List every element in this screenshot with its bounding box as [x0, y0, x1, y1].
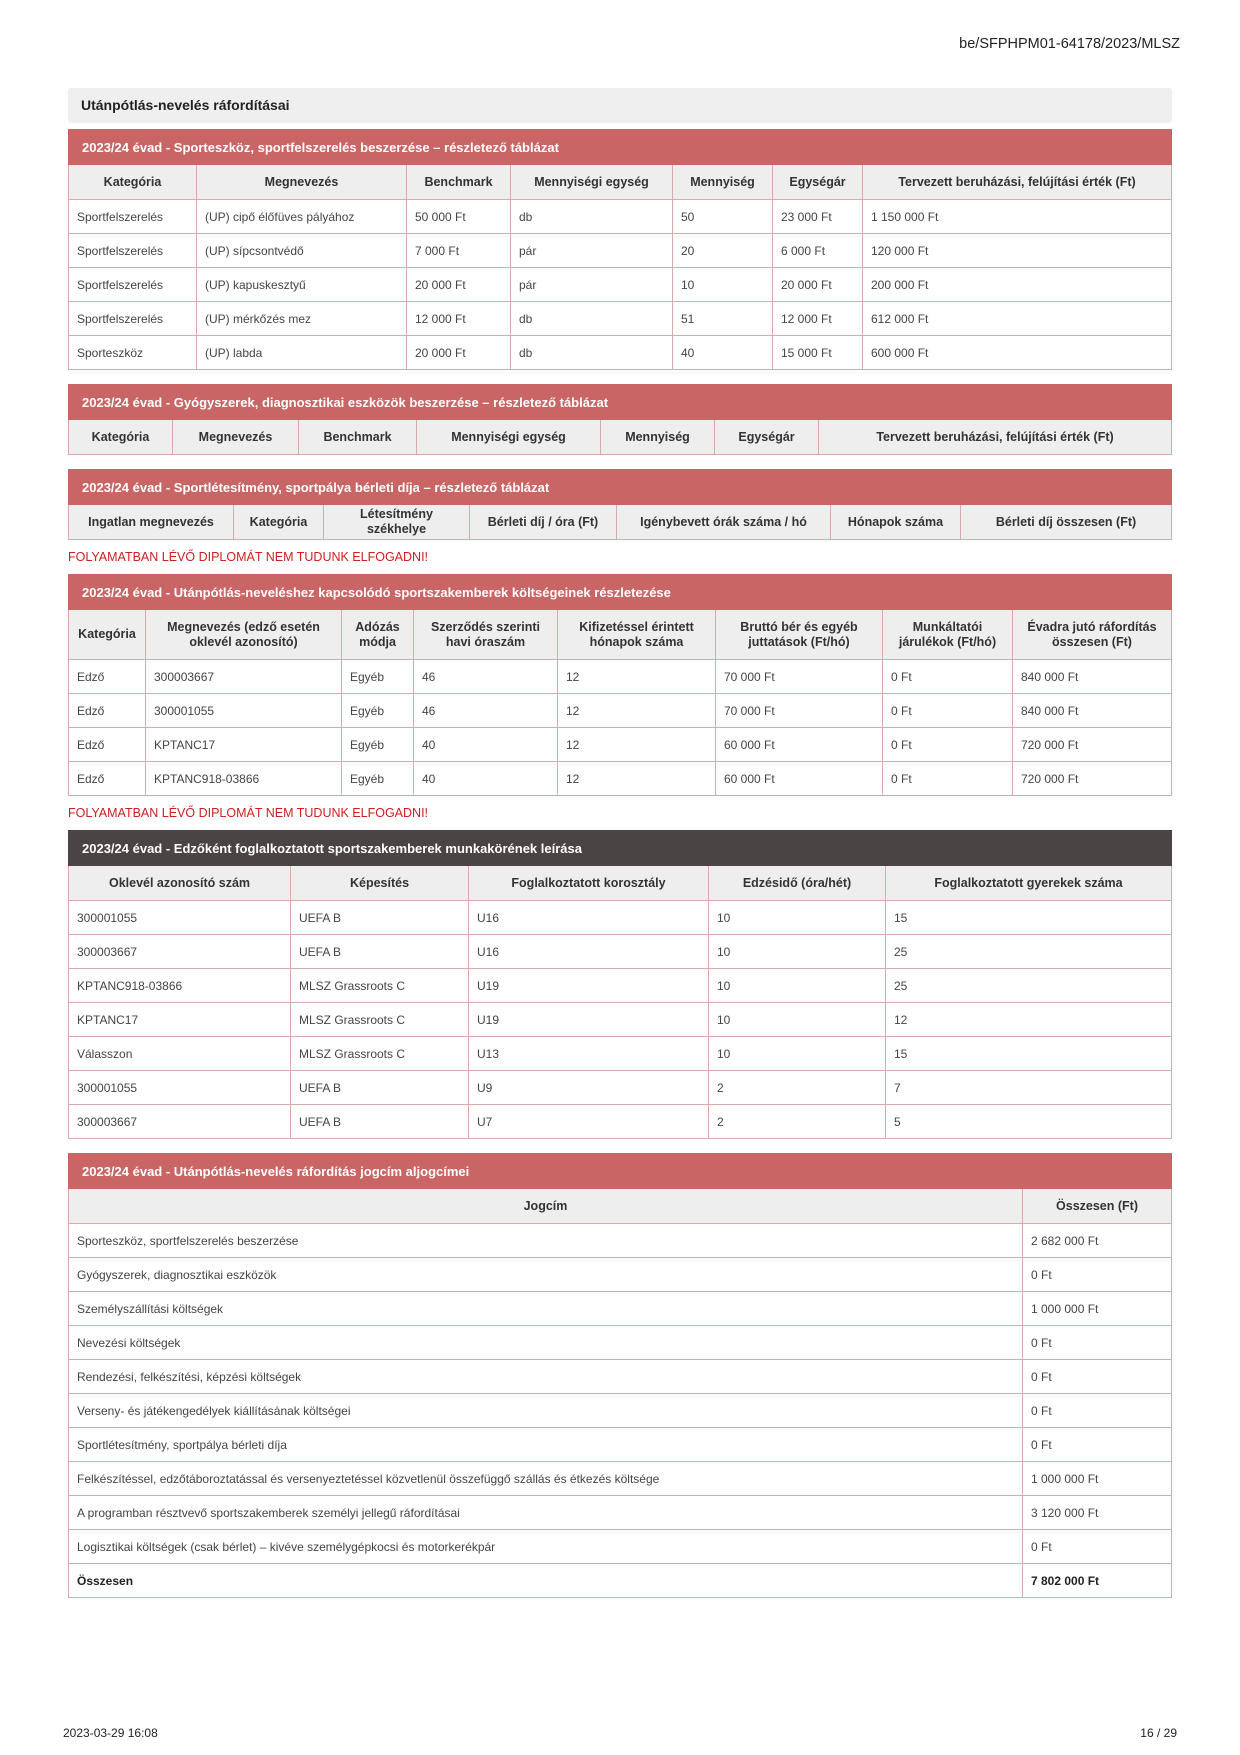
table-row [69, 1003, 1172, 1037]
column-header: Megnevezés [173, 420, 299, 455]
table-row [69, 660, 1172, 694]
table-cell: 2 [709, 1071, 886, 1105]
table-cell: MLSZ Grassroots C [291, 1003, 469, 1037]
total-row [69, 1564, 1172, 1598]
column-header: Létesítmény székhelye [324, 505, 470, 540]
table-cell: Válasszon [69, 1037, 291, 1071]
table-cell: 10 [709, 969, 886, 1003]
table-cell: db [511, 336, 673, 370]
column-header: Bruttó bér és egyéb juttatások (Ft/hó) [716, 610, 883, 660]
table-row [69, 1326, 1172, 1360]
table-cell: (UP) sípcsontvédő [197, 234, 407, 268]
table-cell: UEFA B [291, 1071, 469, 1105]
table-cell: 300001055 [146, 694, 342, 728]
column-header: Tervezett beruházási, felújítási érték (Ft) [819, 420, 1172, 455]
table-row [69, 200, 1172, 234]
table-cell: 0 Ft [883, 762, 1013, 796]
table-cell: 10 [673, 268, 773, 302]
table-row [69, 1037, 1172, 1071]
table-row [69, 1394, 1172, 1428]
table-cell: KPTANC17 [146, 728, 342, 762]
table-cell: Edző [69, 728, 146, 762]
table-cell: KPTANC918-03866 [69, 969, 291, 1003]
total-value: 7 802 000 Ft [1023, 1564, 1172, 1598]
page-number: 16 / 29 [1140, 1726, 1177, 1740]
column-header: Összesen (Ft) [1023, 1189, 1172, 1224]
table-row [69, 935, 1172, 969]
table-cell: pár [511, 268, 673, 302]
table-cell: Gyógyszerek, diagnosztikai eszközök [69, 1258, 1023, 1292]
table-cell: 50 [673, 200, 773, 234]
table-cell: 25 [886, 969, 1172, 1003]
table-cell: 50 000 Ft [407, 200, 511, 234]
table-cell: (UP) labda [197, 336, 407, 370]
table-cell: Egyéb [342, 660, 414, 694]
table-cell: Sportfelszerelés [69, 200, 197, 234]
table-row [69, 1462, 1172, 1496]
table-cell: Sportfelszerelés [69, 302, 197, 336]
table-cell: KPTANC918-03866 [146, 762, 342, 796]
table-cell: 1 000 000 Ft [1023, 1462, 1172, 1496]
table-cell: 600 000 Ft [863, 336, 1172, 370]
table-cell: (UP) kapuskesztyű [197, 268, 407, 302]
table-cell: 15 000 Ft [773, 336, 863, 370]
table-cell: 300001055 [69, 901, 291, 935]
table-cell: Egyéb [342, 762, 414, 796]
table-cell: Személyszállítási költségek [69, 1292, 1023, 1326]
table-cell: 23 000 Ft [773, 200, 863, 234]
table-row [69, 694, 1172, 728]
table-cell: Nevezési költségek [69, 1326, 1023, 1360]
table-cell: 15 [886, 901, 1172, 935]
coach-duties-table-title: 2023/24 évad - Edzőként foglalkoztatott sportszakemberek munkakörének leírása [69, 831, 1172, 866]
table-cell: UEFA B [291, 1105, 469, 1139]
column-header: Egységár [773, 165, 863, 200]
expense-summary-table-title: 2023/24 évad - Utánpótlás-nevelés ráfordítás jogcím aljogcímei [69, 1154, 1172, 1189]
table-cell: Sportfelszerelés [69, 268, 197, 302]
table-cell: 0 Ft [883, 694, 1013, 728]
expense-summary-table [68, 1153, 1172, 1598]
table-cell: 1 000 000 Ft [1023, 1292, 1172, 1326]
table-cell: 12 000 Ft [407, 302, 511, 336]
table-cell: pár [511, 234, 673, 268]
table-row [69, 1360, 1172, 1394]
equipment-table [68, 129, 1172, 370]
table-row [69, 1428, 1172, 1462]
table-cell: Edző [69, 660, 146, 694]
column-header: Kategória [69, 610, 146, 660]
table-cell: U19 [469, 1003, 709, 1037]
table-cell: 70 000 Ft [716, 660, 883, 694]
document-id: be/SFPHPM01-64178/2023/MLSZ [959, 36, 1180, 52]
table-cell: KPTANC17 [69, 1003, 291, 1037]
table-cell: 10 [709, 1003, 886, 1037]
table-row [69, 1071, 1172, 1105]
table-row [69, 969, 1172, 1003]
column-header: Igénybevett órák száma / hó [617, 505, 831, 540]
table-cell: 3 120 000 Ft [1023, 1496, 1172, 1530]
column-header: Kategória [69, 420, 173, 455]
page-content [68, 88, 1172, 1598]
table-cell: A programban résztvevő sportszakemberek személyi jellegű ráfordításai [69, 1496, 1023, 1530]
table-cell: 0 Ft [1023, 1360, 1172, 1394]
table-row [69, 1105, 1172, 1139]
facility-rental-table [68, 469, 1172, 540]
table-cell: Egyéb [342, 728, 414, 762]
column-header: Bérleti díj összesen (Ft) [961, 505, 1172, 540]
table-cell: 6 000 Ft [773, 234, 863, 268]
table-cell: 10 [709, 935, 886, 969]
diploma-warning: FOLYAMATBAN LÉVŐ DIPLOMÁT NEM TUDUNK ELFOGADNI! [68, 806, 429, 820]
column-header: Foglalkoztatott korosztály [469, 866, 709, 901]
table-cell: 300003667 [69, 935, 291, 969]
total-label: Összesen [69, 1564, 1023, 1598]
table-row [69, 728, 1172, 762]
staff-costs-table-title: 2023/24 évad - Utánpótlás-neveléshez kapcsolódó sportszakemberek költségeinek részletezése [69, 575, 1172, 610]
column-header: Mennyiségi egység [511, 165, 673, 200]
table-cell: 12 [886, 1003, 1172, 1037]
table-cell: 15 [886, 1037, 1172, 1071]
table-cell: 12 [558, 694, 716, 728]
table-cell: UEFA B [291, 901, 469, 935]
table-cell: db [511, 200, 673, 234]
table-cell: 720 000 Ft [1013, 762, 1172, 796]
table-cell: 2 682 000 Ft [1023, 1224, 1172, 1258]
column-header: Szerződés szerinti havi óraszám [414, 610, 558, 660]
table-cell: 0 Ft [883, 728, 1013, 762]
staff-costs-table [68, 574, 1172, 796]
table-cell: 0 Ft [1023, 1326, 1172, 1360]
table-row [69, 901, 1172, 935]
table-cell: 300001055 [69, 1071, 291, 1105]
table-cell: Logisztikai költségek (csak bérlet) – kivéve személygépkocsi és motorkerékpár [69, 1530, 1023, 1564]
table-cell: UEFA B [291, 935, 469, 969]
table-cell: 7 [886, 1071, 1172, 1105]
column-header: Mennyiségi egység [417, 420, 601, 455]
table-row [69, 302, 1172, 336]
table-cell: 720 000 Ft [1013, 728, 1172, 762]
column-header: Benchmark [299, 420, 417, 455]
section-title: Utánpótlás-nevelés ráfordításai [68, 88, 1172, 123]
table-cell: Edző [69, 762, 146, 796]
column-header: Kifizetéssel érintett hónapok száma [558, 610, 716, 660]
table-cell: U9 [469, 1071, 709, 1105]
equipment-table-title: 2023/24 évad - Sporteszköz, sportfelszerelés beszerzése – részletező táblázat [69, 130, 1172, 165]
table-cell: Rendezési, felkészítési, képzési költségek [69, 1360, 1023, 1394]
table-cell: MLSZ Grassroots C [291, 969, 469, 1003]
table-cell: 0 Ft [1023, 1428, 1172, 1462]
table-cell: 40 [414, 728, 558, 762]
table-cell: Sporteszköz, sportfelszerelés beszerzése [69, 1224, 1023, 1258]
column-header: Évadra jutó ráfordítás összesen (Ft) [1013, 610, 1172, 660]
table-cell: Sporteszköz [69, 336, 197, 370]
table-cell: Sportfelszerelés [69, 234, 197, 268]
table-row [69, 1496, 1172, 1530]
footer-timestamp: 2023-03-29 16:08 [63, 1726, 158, 1740]
table-cell: 10 [709, 1037, 886, 1071]
table-row [69, 268, 1172, 302]
table-cell: 51 [673, 302, 773, 336]
column-header: Kategória [234, 505, 324, 540]
column-header: Edzésidő (óra/hét) [709, 866, 886, 901]
table-cell: 300003667 [69, 1105, 291, 1139]
table-cell: (UP) mérkőzés mez [197, 302, 407, 336]
table-cell: 20 000 Ft [407, 336, 511, 370]
column-header: Bérleti díj / óra (Ft) [470, 505, 617, 540]
table-row [69, 234, 1172, 268]
column-header: Egységár [715, 420, 819, 455]
column-header: Munkáltatói járulékok (Ft/hó) [883, 610, 1013, 660]
column-header: Tervezett beruházási, felújítási érték (Ft) [863, 165, 1172, 200]
column-header: Megnevezés [197, 165, 407, 200]
table-cell: Sportlétesítmény, sportpálya bérleti díja [69, 1428, 1023, 1462]
table-cell: 10 [709, 901, 886, 935]
table-cell: 840 000 Ft [1013, 660, 1172, 694]
column-header: Ingatlan megnevezés [69, 505, 234, 540]
table-cell: 12 [558, 728, 716, 762]
table-cell: 2 [709, 1105, 886, 1139]
medicine-table [68, 384, 1172, 455]
table-cell: 12 [558, 660, 716, 694]
table-cell: 0 Ft [1023, 1258, 1172, 1292]
table-cell: U19 [469, 969, 709, 1003]
table-row [69, 336, 1172, 370]
column-header: Adózás módja [342, 610, 414, 660]
column-header: Képesítés [291, 866, 469, 901]
table-cell: Verseny- és játékengedélyek kiállításának költségei [69, 1394, 1023, 1428]
table-cell: 46 [414, 660, 558, 694]
column-header: Mennyiség [673, 165, 773, 200]
table-cell: 1 150 000 Ft [863, 200, 1172, 234]
column-header: Mennyiség [601, 420, 715, 455]
table-cell: 46 [414, 694, 558, 728]
table-cell: 7 000 Ft [407, 234, 511, 268]
table-cell: 12 [558, 762, 716, 796]
table-cell: 840 000 Ft [1013, 694, 1172, 728]
table-cell: 20 000 Ft [407, 268, 511, 302]
coach-duties-table [68, 830, 1172, 1139]
table-row [69, 1224, 1172, 1258]
table-row [69, 1530, 1172, 1564]
table-cell: 5 [886, 1105, 1172, 1139]
column-header: Benchmark [407, 165, 511, 200]
table-cell: 120 000 Ft [863, 234, 1172, 268]
table-cell: U16 [469, 935, 709, 969]
table-cell: 60 000 Ft [716, 728, 883, 762]
table-cell: 20 [673, 234, 773, 268]
table-cell: 612 000 Ft [863, 302, 1172, 336]
column-header: Megnevezés (edző esetén oklevél azonosító) [146, 610, 342, 660]
table-cell: 60 000 Ft [716, 762, 883, 796]
table-cell: U7 [469, 1105, 709, 1139]
table-cell: 0 Ft [1023, 1394, 1172, 1428]
table-cell: MLSZ Grassroots C [291, 1037, 469, 1071]
table-row [69, 1258, 1172, 1292]
diploma-warning: FOLYAMATBAN LÉVŐ DIPLOMÁT NEM TUDUNK ELFOGADNI! [68, 550, 429, 564]
column-header: Jogcím [69, 1189, 1023, 1224]
table-cell: 200 000 Ft [863, 268, 1172, 302]
table-cell: 0 Ft [883, 660, 1013, 694]
table-cell: 0 Ft [1023, 1530, 1172, 1564]
table-cell: (UP) cipő élőfüves pályához [197, 200, 407, 234]
table-row [69, 1292, 1172, 1326]
column-header: Foglalkoztatott gyerekek száma [886, 866, 1172, 901]
table-cell: Felkészítéssel, edzőtáboroztatással és versenyeztetéssel közvetlenül összefüggő szállás és étkezés költsége [69, 1462, 1023, 1496]
table-cell: Edző [69, 694, 146, 728]
table-cell: 12 000 Ft [773, 302, 863, 336]
table-cell: 300003667 [146, 660, 342, 694]
table-cell: U16 [469, 901, 709, 935]
column-header: Kategória [69, 165, 197, 200]
medicine-table-title: 2023/24 évad - Gyógyszerek, diagnosztikai eszközök beszerzése – részletező táblázat [69, 385, 1172, 420]
table-cell: 20 000 Ft [773, 268, 863, 302]
table-cell: 25 [886, 935, 1172, 969]
table-cell: db [511, 302, 673, 336]
table-cell: U13 [469, 1037, 709, 1071]
column-header: Hónapok száma [831, 505, 961, 540]
table-row [69, 762, 1172, 796]
table-cell: 70 000 Ft [716, 694, 883, 728]
table-cell: 40 [673, 336, 773, 370]
table-cell: Egyéb [342, 694, 414, 728]
facility-rental-table-title: 2023/24 évad - Sportlétesítmény, sportpálya bérleti díja – részletező táblázat [69, 470, 1172, 505]
table-cell: 40 [414, 762, 558, 796]
column-header: Oklevél azonosító szám [69, 866, 291, 901]
